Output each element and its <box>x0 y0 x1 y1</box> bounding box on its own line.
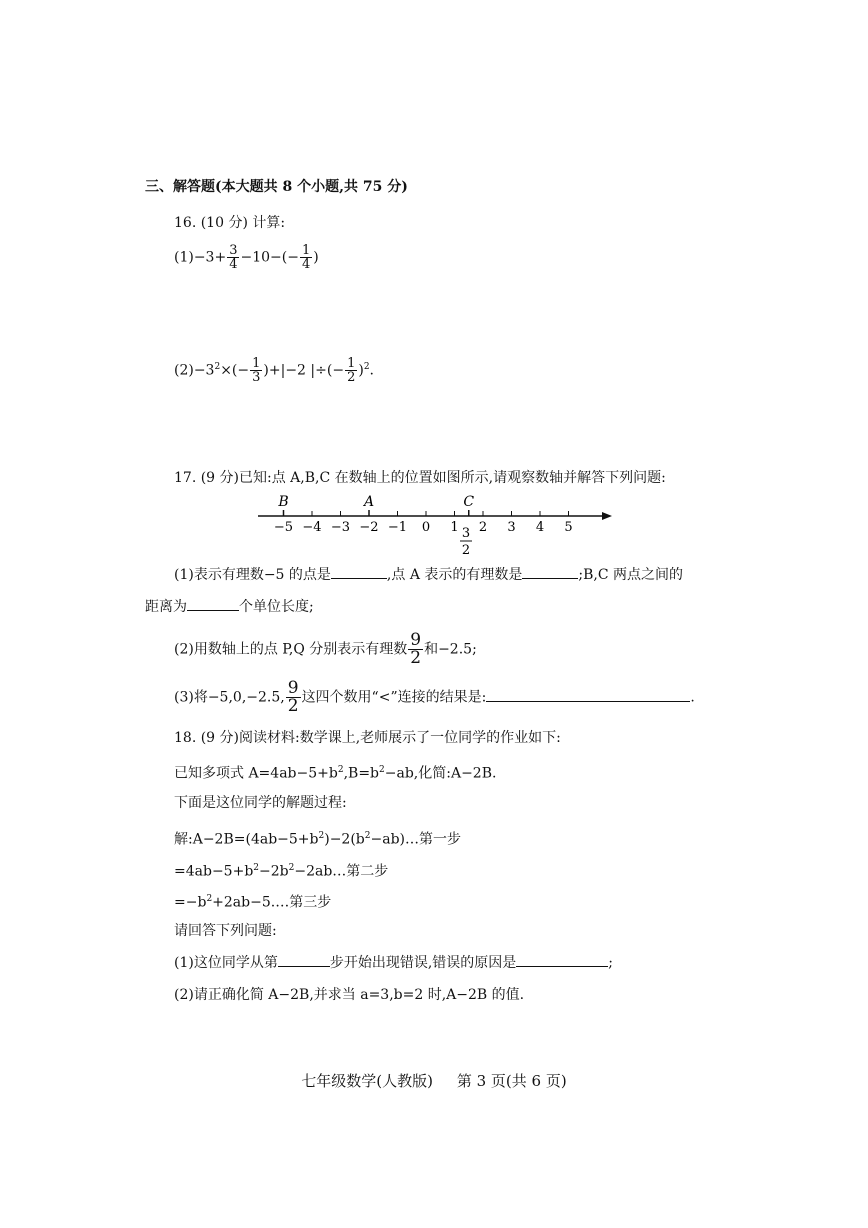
answer-blank[interactable] <box>331 564 387 579</box>
q18-step3-text-a: =−b <box>174 894 207 911</box>
q16-part1 <box>174 244 319 274</box>
answer-blank[interactable] <box>278 952 330 967</box>
q18-step1-text-a: 解:A−2B=(4ab−5+b <box>174 831 319 848</box>
fraction-denominator: 2 <box>347 370 356 386</box>
q16-p2-text-e: . <box>369 362 374 379</box>
point-c-fraction-denominator: 2 <box>461 543 471 556</box>
q18-part1 <box>174 952 613 973</box>
fraction-numerator: 1 <box>347 356 356 372</box>
fraction-denominator: 3 <box>252 370 261 386</box>
exponent: 2 <box>288 863 295 873</box>
q16-p1-fraction-2 <box>300 244 312 271</box>
q16-p2-exponent: 2 <box>214 362 221 372</box>
q18-given-text-a: 已知多项式 A=4ab−5+b <box>174 765 338 782</box>
fraction-numerator: 9 <box>287 678 299 698</box>
q16-stem: 16. (10 分) 计算: <box>174 215 286 231</box>
q17-p3-text-b: 这四个数用“<”连接的结果是: <box>301 689 487 706</box>
tick-label: 1 <box>450 520 459 535</box>
q17-p1-text-b: ,点 A 表示的有理数是 <box>386 567 523 583</box>
q16-p2-fraction-1 <box>250 357 262 384</box>
fraction-denominator: 4 <box>301 257 311 272</box>
point-a-label: A <box>363 494 375 510</box>
q16-p2-text-a: (2)−3 <box>174 362 215 379</box>
q18-step2 <box>174 858 388 882</box>
tick-label: −2 <box>359 520 379 535</box>
exponent: 2 <box>379 765 385 775</box>
q16-p2-fraction-2 <box>345 357 357 384</box>
q18-step3 <box>174 889 331 913</box>
tick-label: −3 <box>330 520 351 535</box>
q16-p2-exponent-2: 2 <box>363 362 370 372</box>
q18-step3-text-b: +2ab−5.…第三步 <box>212 894 332 911</box>
q17-p1-text-a: (1)表示有理数−5 的点是 <box>174 567 331 583</box>
answer-blank[interactable] <box>516 952 608 967</box>
q16-p2-text-b: ×(− <box>220 362 250 379</box>
q18-part2: (2)请正确化简 A−2B,并求当 a=3,b=2 时,A−2B 的值. <box>174 987 525 1003</box>
q18-stem: 18. (9 分)阅读材料:数学课上,老师展示了一位同学的作业如下: <box>174 730 561 746</box>
q17-p2-text-a: (2)用数轴上的点 P,Q 分别表示有理数 <box>174 641 408 658</box>
q18-step1-text-c: −ab)…第一步 <box>370 831 462 848</box>
q17-part1-line2 <box>145 596 314 617</box>
q18-intro: 下面是这位同学的解题过程: <box>174 795 347 811</box>
section-heading: 三、解答题(本大题共 8 个小题,共 75 分) <box>145 179 408 195</box>
fraction-denominator: 2 <box>410 648 422 668</box>
tick-label: −1 <box>387 520 408 535</box>
fraction-numerator: 1 <box>301 243 311 258</box>
q17-p3-text-c: . <box>690 689 695 706</box>
q17-stem: 17. (9 分)已知:点 A,B,C 在数轴上的位置如图所示,请观察数轴并解答下列问题: <box>174 470 666 486</box>
fraction-denominator: 4 <box>229 257 238 272</box>
q16-p2-text-c: )+|−2 |÷(− <box>263 362 345 379</box>
q18-p1-text-a: (1)这位同学从第 <box>174 955 278 971</box>
q17-p1-text-c: ;B,C 两点之间的 <box>578 567 684 583</box>
q16-p1-text-b: −10−(− <box>240 249 299 266</box>
q18-step2-text-c: −2ab…第二步 <box>294 863 389 880</box>
q18-given <box>174 760 496 784</box>
tick-label: 3 <box>507 520 516 535</box>
q18-p1-text-b: 步开始出现错误,错误的原因是 <box>329 955 517 971</box>
tick-label: −4 <box>302 520 322 535</box>
q18-given-text-b: ,B=b <box>343 765 380 782</box>
tick-label: 2 <box>478 520 488 535</box>
answer-blank[interactable] <box>187 596 239 611</box>
answer-blank[interactable] <box>522 564 578 579</box>
q17-p1-text-d: 距离为 <box>145 599 187 615</box>
q17-part1-line1 <box>174 564 683 585</box>
q16-p2-text-d: ) <box>358 362 364 379</box>
q17-p2-text-b: 和−2.5; <box>424 641 477 658</box>
tick-label: 4 <box>535 520 545 535</box>
exponent: 2 <box>206 894 213 904</box>
q18-step1 <box>174 826 461 850</box>
q17-p3-text-a: (3)将−5,0,−2.5, <box>174 689 285 706</box>
q18-step1-text-b: )−2(b <box>324 831 365 848</box>
tick-label: 0 <box>421 520 431 535</box>
q18-ask: 请回答下列问题: <box>174 923 277 939</box>
fraction-numerator: 1 <box>252 356 261 372</box>
tick-label: 5 <box>564 520 573 535</box>
exponent: 2 <box>337 765 344 775</box>
fraction-numerator: 9 <box>410 630 422 650</box>
number-line-points <box>277 494 474 516</box>
fraction-numerator: 3 <box>229 243 238 258</box>
q17-part2 <box>174 632 477 666</box>
number-line <box>250 486 620 556</box>
arrow-head-icon <box>602 512 612 520</box>
q18-step2-text-b: −2b <box>259 863 289 880</box>
exponent: 2 <box>364 831 371 841</box>
exponent: 2 <box>253 863 260 873</box>
q18-given-text-c: −ab,化简:A−2B. <box>384 765 497 782</box>
q17-p2-fraction <box>408 632 423 667</box>
q16-p1-text-a: (1)−3+ <box>174 249 227 266</box>
q16-part2 <box>174 357 374 387</box>
number-line-ticks <box>274 511 573 535</box>
q16-p1-text-c: ) <box>313 249 319 266</box>
point-c-fraction-numerator: 3 <box>461 526 471 541</box>
point-c-label: C <box>463 494 475 510</box>
q17-p1-text-e: 个单位长度; <box>239 599 314 615</box>
point-b-label: B <box>278 494 289 510</box>
fraction-denominator: 2 <box>287 696 299 716</box>
exponent: 2 <box>318 831 325 841</box>
answer-blank[interactable] <box>486 687 690 702</box>
q16-p1-fraction-1 <box>227 244 239 271</box>
q18-p1-text-c: ; <box>608 955 614 971</box>
page-footer: 七年级数学(人教版) 第 3 页(共 6 页) <box>301 1072 567 1090</box>
q17-part3 <box>174 680 695 714</box>
tick-label: −5 <box>273 520 294 535</box>
q18-step2-text-a: =4ab−5+b <box>174 863 254 880</box>
q17-p3-fraction <box>286 680 301 715</box>
